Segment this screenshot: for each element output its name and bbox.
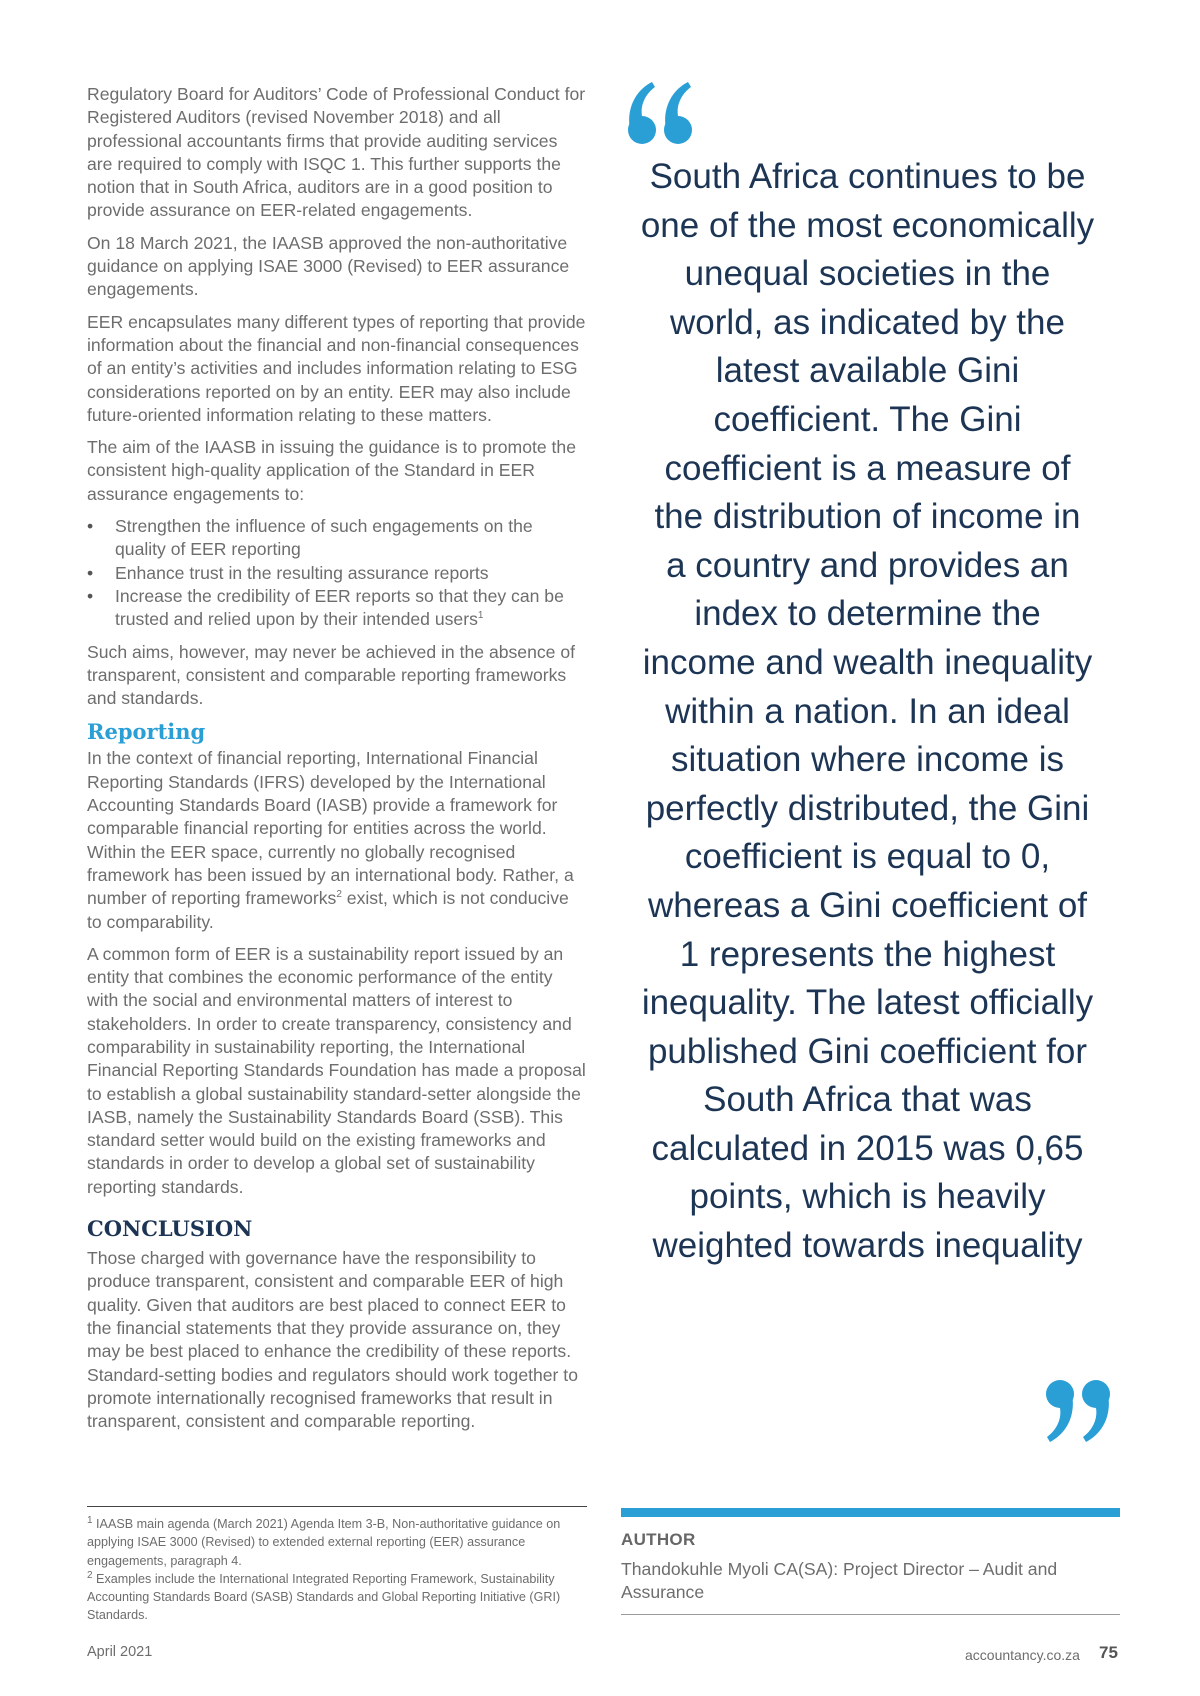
author-name: Thandokuhle Myoli CA(SA): Project Director – Audit and Assurance xyxy=(621,1559,1058,1602)
paragraph: Regulatory Board for Auditors’ Code of Professional Conduct for Registered Auditors (revised November 2018) and all professional accountants firms that provide auditing services are required to comply with ISQC 1. This further supports the notion that in South Africa, auditors are in a good position to provide assurance on EER-related engagements. xyxy=(87,84,586,221)
author-accent-bar xyxy=(621,1508,1120,1517)
paragraph: A common form of EER is a sustainability report issued by an entity that combines the economic performance of the entity with the social and environmental matters of interest to stakeholders. In order to create transparency, consistency and comparability in sustainability reporting, the International Financial Reporting Standards Foundation has made a proposal to establish a global sustainability standard-setter alongside the IASB, namely the Sustainability Standards Board (SSB). This standard setter would build on the existing frameworks and standards in order to develop a global set of sustainability reporting standards. xyxy=(87,943,586,1197)
bullet-item: • Strengthen the influence of such engagements on the quality of EER reporting xyxy=(87,515,587,562)
section-heading-reporting: Reporting xyxy=(87,719,206,745)
footnote-ref: 2 xyxy=(336,889,342,901)
paragraph: Those charged with governance have the responsibility to produce transparent, consistent and comparable EER of high quality. Given that auditors are best placed to connect EER to the financial statements that they provide assurance on, they may be best placed to enhance the credibility of these reports. Standard-setting bodies and regulators should work together to promote internationally recognised frameworks that result in transparent, consistent and comparable reporting. xyxy=(87,1248,578,1432)
footnote-divider xyxy=(87,1506,587,1507)
author-label: AUTHOR xyxy=(621,1530,696,1549)
paragraph: Such aims, however, may never be achieved in the absence of transparent, consistent and comparable reporting frameworks and standards. xyxy=(87,641,576,709)
footer-site: accountancy.co.za xyxy=(965,1647,1080,1663)
close-quote-icon xyxy=(1040,1366,1120,1456)
pull-quote: South Africa continues to be one of the most economically unequal societies in the world, as indicated by the latest available Gini coefficient. The Gini coefficient is a measure of the distribution of income in a country and provides an index to determine the income and wealth inequality within a nation. In an ideal situation where income is perfectly distributed, the Gini coefficient is equal to 0, whereas a Gini coefficient of 1 represents the highest inequality. The latest officially published Gini coefficient for South Africa that was calculated in 2015 was 0,65 points, which is heavily weighted towards inequality xyxy=(640,157,1095,1266)
bullet-item: • Enhance trust in the resulting assurance reports xyxy=(87,562,587,585)
footer-date: April 2021 xyxy=(87,1644,153,1660)
paragraph: In the context of financial reporting, International Financial Reporting Standards (IFRS) developed by the International Accounting Standards Board (IASB) provide a framework for comparable financial reporting for entities across the world. Within the EER space, currently no globally recognised framework has been issued by an international body. Rather, a number of reporting frameworks$^2$ exist, which is not conducive to comparability. xyxy=(87,748,574,932)
bullet-list xyxy=(87,515,587,631)
bullet-item: • Increase the credibility of EER reports so that they can be trusted and relied upon by their intended users$^1$ xyxy=(87,585,587,632)
footnote-ref: 1 xyxy=(477,610,484,622)
footnote: $^2$ Examples include the International Integrated Reporting Framework, Sustainability Accounting Standards Board (SASB) Standards and Global Reporting Initiative (GRI) Standards. xyxy=(87,1569,561,1623)
left-column xyxy=(87,83,587,1442)
paragraph: The aim of the IAASB in issuing the guidance is to promote the consistent high-quality application of the Standard in EER assurance engagements to: xyxy=(87,437,576,504)
footnote: $^1$ IAASB main agenda (March 2021) Agenda Item 3-B, Non-authoritative guidance on applying ISAE 3000 (Revised) to extended external reporting (EER) assurance engagements, paragraph 4. xyxy=(87,1514,561,1568)
paragraph: EER encapsulates many different types of reporting that provide information about the financial and non-financial consequences of an entity’s activities and includes information relating to ESG considerations reported on by an entity. EER may also include future-oriented information relating to these matters. xyxy=(87,311,586,425)
paragraph: On 18 March 2021, the IAASB approved the non-authoritative guidance on applying ISAE 3000 (Revised) to EER assurance engagements. xyxy=(87,232,570,300)
page-number: 75 xyxy=(1099,1643,1118,1662)
open-quote-icon xyxy=(622,68,702,158)
author-divider xyxy=(621,1614,1120,1615)
section-heading-conclusion: CONCLUSION xyxy=(87,1216,253,1242)
footnotes xyxy=(87,1515,587,1625)
